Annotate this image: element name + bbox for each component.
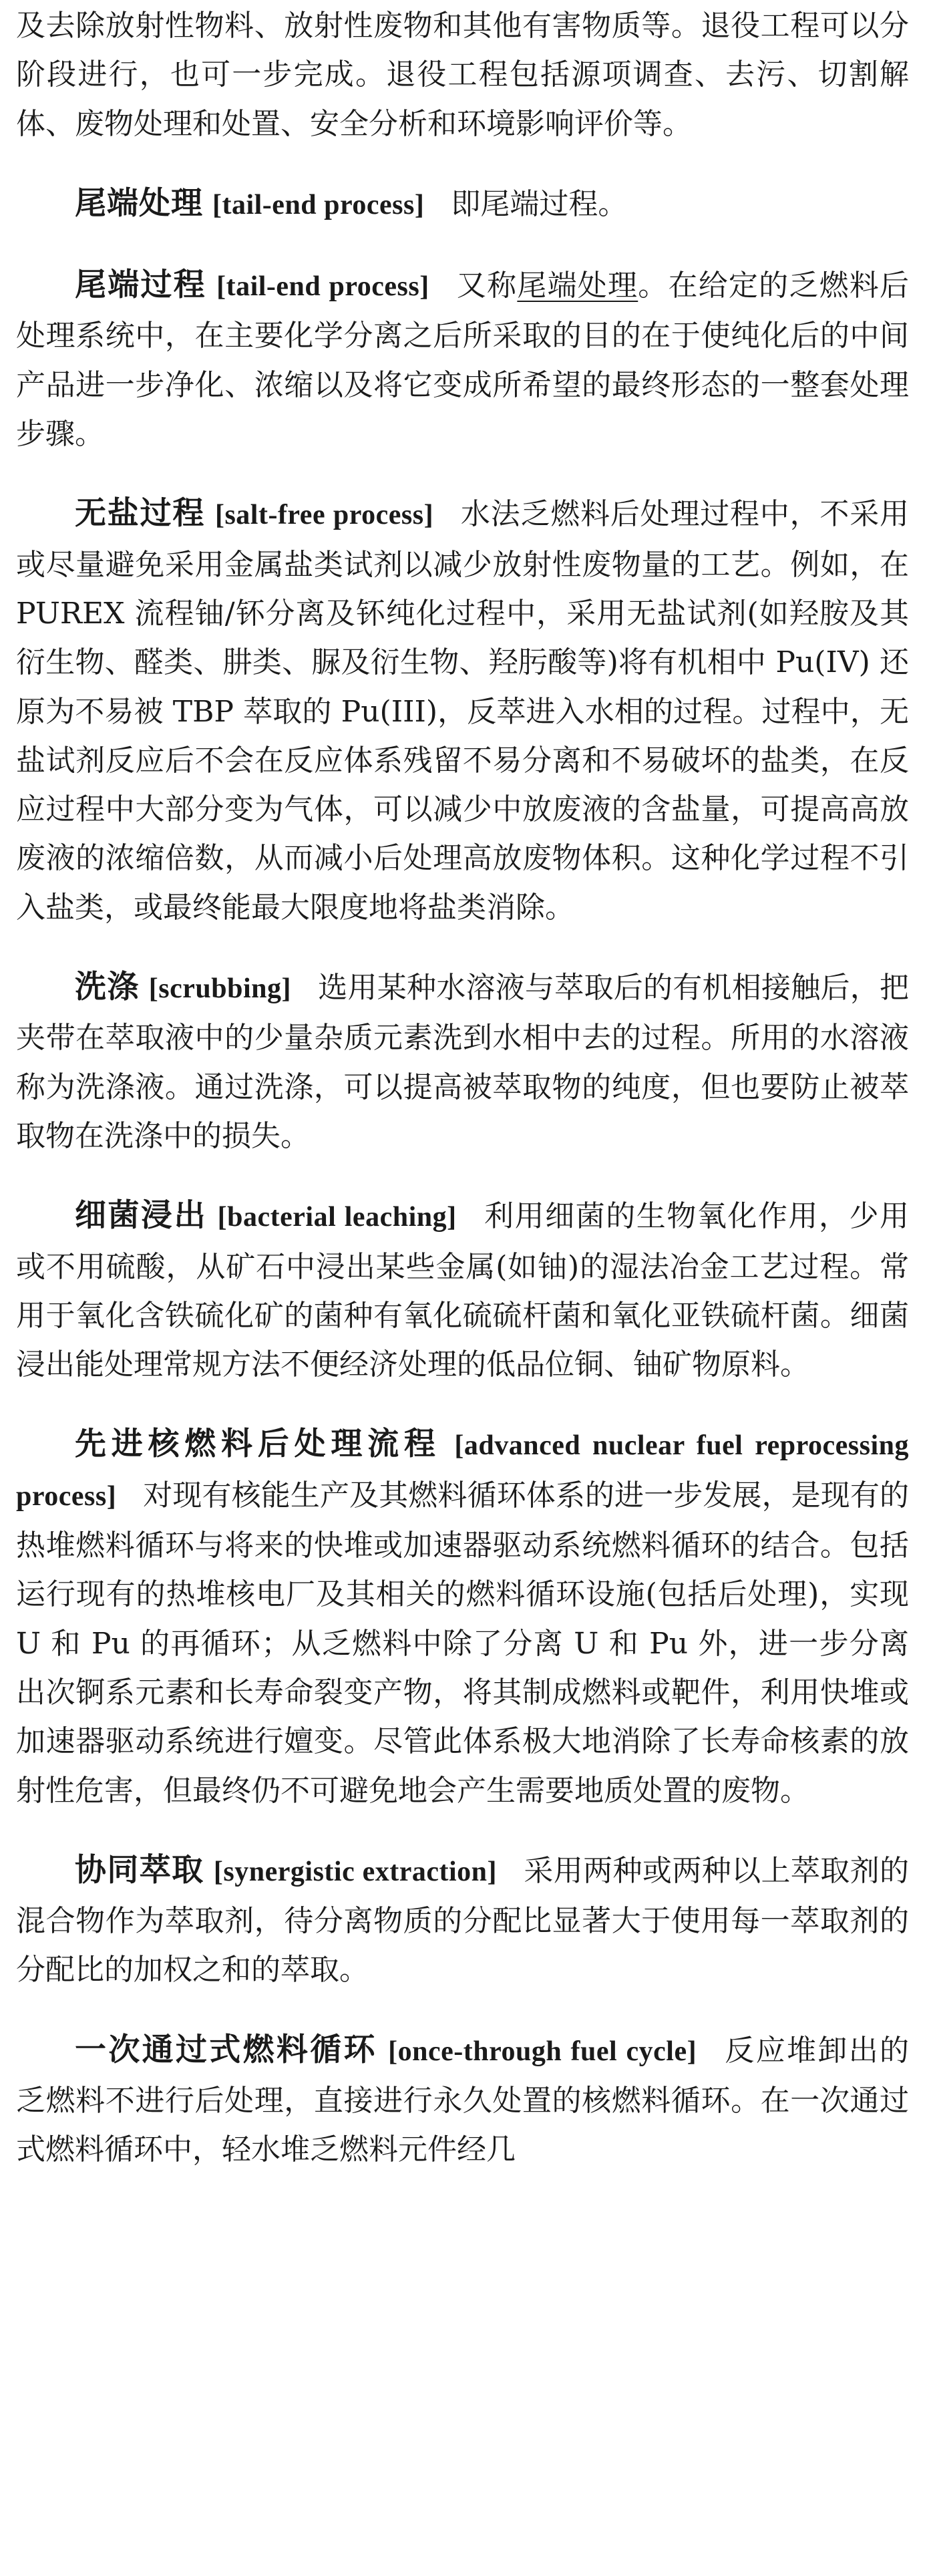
entry-english-term: [scrubbing] bbox=[148, 973, 291, 1005]
entry-advanced-reprocessing bbox=[16, 1420, 909, 1845]
entry-term: 无盐过程 bbox=[75, 495, 206, 532]
entry-definition: 即尾端过程。 bbox=[451, 186, 628, 221]
entry-paragraph bbox=[16, 1191, 909, 1389]
entry-definition: 反应堆卸出的乏燃料不进行后处理，直接进行永久处置的核燃料循环。在一次通过式燃料循环中，轻水堆乏燃料元件经几 bbox=[16, 2033, 910, 2167]
entry-term: 一次通过式燃料循环 bbox=[75, 2031, 377, 2068]
entry-bacterial-leaching bbox=[16, 1191, 909, 1420]
entry-paragraph bbox=[16, 261, 909, 458]
entry-paragraph bbox=[16, 963, 909, 1160]
entry-paragraph bbox=[16, 1846, 909, 1995]
entry-definition: 利用细菌的生物氧化作用，少用或不用硫酸，从矿石中浸出某些金属(如铀)的湿法冶金工艺过程。常用于氧化含铁硫化矿的菌种有氧化硫硫杆菌和氧化亚铁硫杆菌。细菌浸出能处理常规方法不便经济处理的低品位铜、铀矿物原料。 bbox=[16, 1199, 909, 1382]
entry-definition: 选用某种水溶液与萃取后的有机相接触后，把夹带在萃取液中的少量杂质元素洗到水相中去的过程。所用的水溶液称为洗涤液。通过洗涤，可以提高被萃取物的纯度，但也要防止被萃取物在洗涤中的损失。 bbox=[16, 971, 910, 1153]
entry-english-term: [bacterial leaching] bbox=[217, 1202, 457, 1233]
entry-term: 洗涤 bbox=[75, 969, 140, 1006]
entry-english-term: [advanced nuclear fuel reprocessing process] bbox=[16, 1430, 909, 1512]
entry-term: 先进核燃料后处理流程 bbox=[75, 1426, 441, 1463]
entry-definition: 水法乏燃料后处理过程中，不采用或尽量避免采用金属盐类试剂以减少放射性废物量的工艺。例如，在 PUREX 流程铀/钚分离及钚纯化过程中，采用无盐试剂(如羟胺及其衍生物、醛类、肼类、脲及衍生物、羟肟酸等)将有机相中 Pu(IV) 还原为不易被 TBP 萃取的 Pu(III)，反萃进入水相的过程。过程中，无盐试剂反应后不会在反应体系残留不易分离和不易破坏的盐类，在反应过程中大部分变为气体，可以减少中放废液的含盐量，可提高高放废液的浓缩倍数，从而减小后处理高放废物体积。这种化学过程不引入盐类，或最终能最大限度地将盐类消除。 bbox=[16, 497, 910, 925]
entry-synergistic-extraction bbox=[16, 1846, 909, 2026]
entry-paragraph bbox=[16, 179, 909, 230]
entry-definition: 采用两种或两种以上萃取剂的混合物作为萃取剂，待分离物质的分配比显著大于使用每一萃取剂的分配比的加权之和的萃取。 bbox=[16, 1853, 910, 1987]
entry-english-term: [salt-free process] bbox=[214, 500, 434, 531]
entry-english-term: [tail-end process] bbox=[212, 189, 425, 220]
entry-scrubbing bbox=[16, 963, 909, 1191]
entry-tail-end-processing bbox=[16, 179, 909, 261]
entry-tail-end-process bbox=[16, 261, 909, 489]
entry-english-term: [once-through fuel cycle] bbox=[388, 2036, 697, 2067]
entry-definition-prefix: 又称 bbox=[455, 269, 518, 303]
entry-english-term: [tail-end process] bbox=[216, 271, 429, 303]
entry-term: 协同萃取 bbox=[75, 1851, 204, 1889]
entry-term: 细菌浸出 bbox=[75, 1197, 208, 1235]
cross-reference-link[interactable]: 尾端处理 bbox=[517, 269, 638, 303]
entry-paragraph bbox=[16, 489, 909, 932]
entry-definition: 。在给定的乏燃料后处理系统中，在主要化学分离之后所采取的目的在于使纯化后的中间产品进一步净化、浓缩以及将它变成所希望的最终形态的一整套处理步骤。 bbox=[16, 269, 910, 452]
entry-once-through-fuel-cycle bbox=[16, 2026, 909, 2205]
entry-paragraph bbox=[16, 1420, 909, 1814]
entry-term: 尾端处理 bbox=[75, 184, 203, 222]
intro-paragraph: 及去除放射性物料、放射性废物和其他有害物质等。退役工程可以分阶段进行，也可一步完成。退役工程包括源项调查、去污、切割解体、废物处理和处置、安全分析和环境影响评价等。 bbox=[16, 9, 909, 141]
entry-paragraph bbox=[16, 2026, 909, 2175]
entry-definition: 对现有核能生产及其燃料循环体系的进一步发展，是现有的热堆燃料循环与将来的快堆或加速器驱动系统燃料循环的结合。包括运行现有的热堆核电厂及其相关的燃料循环设施(包括后处理)，实现 U 和 Pu 的再循环；从乏燃料中除了分离 U 和 Pu 外，进一步分离出次锕系元素和长寿命裂变产物，将其制成燃料或靶件，利用快堆或加速器驱动系统进行嬗变。尽管此体系极大地消除了长寿命核素的放射性危害，但最终仍不可避免地会产生需要地质处置的废物。 bbox=[16, 1478, 909, 1808]
entry-salt-free-process bbox=[16, 489, 909, 963]
entry-english-term: [synergistic extraction] bbox=[213, 1856, 498, 1887]
entry-term: 尾端过程 bbox=[75, 267, 206, 304]
